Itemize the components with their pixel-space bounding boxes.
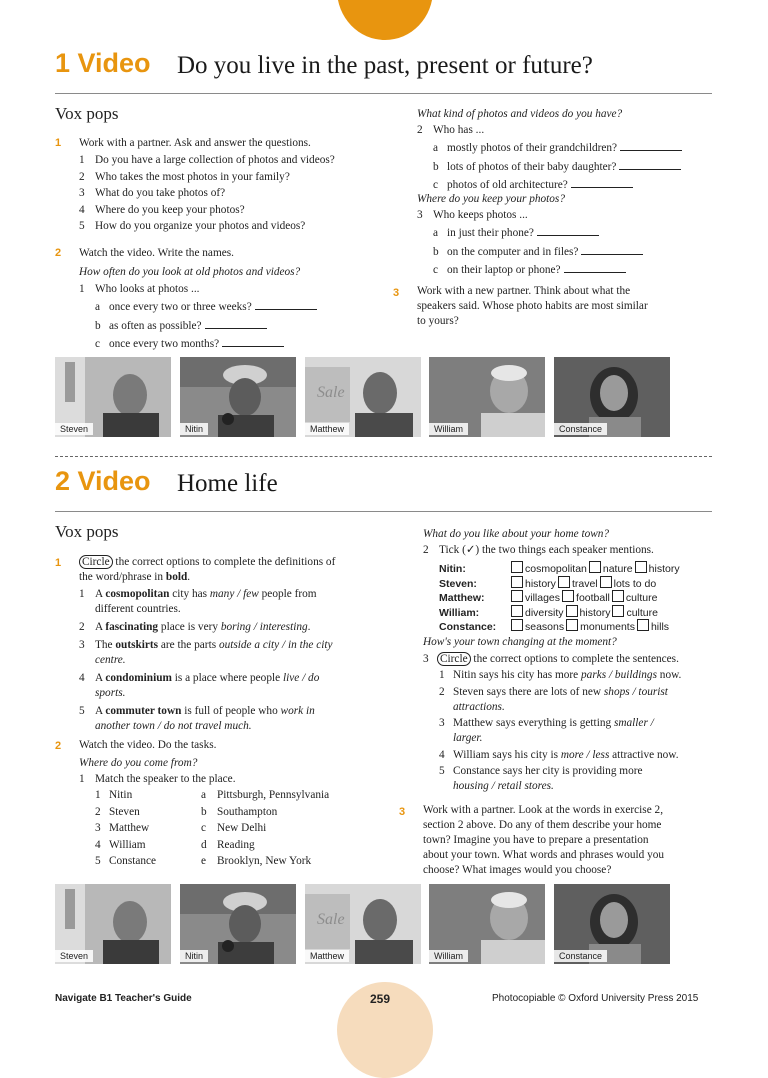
list-item: d Reading bbox=[201, 838, 255, 851]
answer-blank[interactable] bbox=[564, 261, 626, 273]
speaker-photo bbox=[55, 357, 171, 437]
list-item-cont: different countries. bbox=[95, 603, 181, 615]
footer-copyright: Photocopiable © Oxford University Press 2015 bbox=[492, 993, 699, 1004]
list-item: 2 A fascinating place is very boring / interesting. bbox=[79, 621, 311, 633]
answer-blank[interactable] bbox=[619, 158, 681, 170]
text-line: Work with a new partner. Think about what the bbox=[417, 285, 631, 297]
answer-blank[interactable] bbox=[537, 224, 599, 236]
section-2-subhead: Vox pops bbox=[55, 522, 119, 541]
list-item: b as often as possible? bbox=[95, 317, 317, 334]
s2-ex2-q2-stem: 2 Tick (✓) the two things each speaker mentions. bbox=[423, 544, 654, 556]
photo-caption: Matthew bbox=[305, 950, 349, 962]
checkbox[interactable] bbox=[562, 590, 574, 602]
tick-row: Matthew: villages football culture bbox=[439, 592, 658, 605]
list-item-cont: larger. bbox=[453, 732, 483, 744]
list-item: 1 Nitin says his city has more parks / buildings now. bbox=[439, 669, 682, 681]
list-item: 4 Where do you keep your photos? bbox=[79, 203, 245, 216]
s1-ex2-q2-items bbox=[433, 139, 682, 193]
list-item: 4 A condominium is a place where people live / do bbox=[79, 672, 320, 684]
speaker-photo bbox=[429, 357, 545, 437]
s1-ex2-instruction: Watch the video. Write the names. bbox=[79, 247, 234, 259]
list-item: 1 A cosmopolitan city has many / few people from bbox=[79, 588, 317, 600]
speaker-photo bbox=[180, 357, 296, 437]
answer-blank[interactable] bbox=[581, 243, 643, 255]
list-item: 5 Constance bbox=[95, 855, 157, 867]
checkbox[interactable] bbox=[589, 561, 601, 573]
answer-blank[interactable] bbox=[255, 298, 317, 310]
text-line: Work with a partner. Look at the words in exercise 2, bbox=[423, 804, 664, 816]
list-item: 2 Steven says there are lots of new shops / tourist bbox=[439, 685, 668, 698]
list-item: 2 Who takes the most photos in your family? bbox=[79, 170, 290, 183]
svg-text:Sale: Sale bbox=[317, 384, 345, 401]
s2-ex2-q1-stem: 1 Match the speaker to the place. bbox=[79, 773, 236, 785]
s2-ex1-items bbox=[79, 587, 333, 734]
list-item: 1 Do you have a large collection of photos and videos? bbox=[79, 154, 335, 166]
checkbox[interactable] bbox=[566, 605, 578, 617]
section-2-title: Home life bbox=[177, 470, 278, 497]
section-1-rule bbox=[55, 93, 712, 94]
section-2-rule bbox=[55, 511, 712, 512]
checkbox[interactable] bbox=[511, 576, 523, 588]
speaker-photo bbox=[180, 884, 296, 964]
section-1-number: 1 Video bbox=[55, 48, 151, 78]
speaker-photo bbox=[554, 884, 670, 964]
speaker-photo bbox=[305, 357, 421, 437]
text-line: to yours? bbox=[417, 315, 459, 327]
list-item: b on the computer and in files? bbox=[433, 243, 643, 260]
s1-ex2-q3-items bbox=[433, 224, 643, 278]
s1-ex2-q2-stem: 2 Who has ... bbox=[417, 124, 485, 136]
list-item: 3 The outskirts are the parts outside a city / in the city bbox=[79, 639, 333, 651]
photo-caption: Steven bbox=[55, 423, 93, 435]
s1-ex3-text bbox=[417, 284, 648, 329]
tick-row: William: diversity history culture bbox=[439, 606, 658, 619]
photo-caption: William bbox=[429, 950, 468, 962]
s2-ex1-instruction-line2: the word/phrase in bold. bbox=[79, 571, 191, 583]
list-item-cont: another town / do not travel much. bbox=[95, 720, 252, 732]
text-line: section 2 above. Do any of them describe your home bbox=[423, 819, 662, 831]
checkbox[interactable] bbox=[511, 590, 523, 602]
list-item: a once every two or three weeks? bbox=[95, 298, 317, 315]
list-item-cont: sports. bbox=[95, 687, 126, 699]
checkbox[interactable] bbox=[511, 619, 523, 631]
s2-ex3-number: 3 bbox=[399, 806, 406, 818]
s2-ex2-instruction: Watch the video. Do the tasks. bbox=[79, 739, 217, 751]
s2-ex2-q3-items bbox=[439, 668, 681, 794]
s2-ex2-q1-heading: Where do you come from? bbox=[79, 757, 198, 769]
s1-ex2-q2-heading: What kind of photos and videos do you have? bbox=[417, 108, 623, 120]
checkbox[interactable] bbox=[558, 576, 570, 588]
tick-row: Steven: history travel lots to do bbox=[439, 577, 657, 590]
list-item: c on their laptop or phone? bbox=[433, 261, 643, 278]
text-line: choose? What images would you choose? bbox=[423, 864, 612, 876]
photo-caption: William bbox=[429, 423, 468, 435]
list-item: 2 Steven bbox=[95, 805, 140, 818]
answer-blank[interactable] bbox=[571, 176, 633, 188]
checkbox[interactable] bbox=[511, 561, 523, 573]
photo-caption: Nitin bbox=[180, 950, 208, 962]
list-item-cont: centre. bbox=[95, 654, 126, 666]
speaker-list bbox=[95, 788, 156, 869]
tick-row: Nitin: cosmopolitan nature history bbox=[439, 563, 680, 575]
checkbox[interactable] bbox=[637, 619, 649, 631]
list-item: 3 What do you take photos of? bbox=[79, 187, 226, 199]
s2-ex1-instruction: Circle the correct options to complete the definitions of bbox=[79, 555, 335, 570]
s1-ex2-q1-items bbox=[95, 298, 317, 352]
list-item: a in just their phone? bbox=[433, 224, 643, 241]
list-item: 1 Nitin bbox=[95, 789, 133, 801]
text-line: about your town. What words and phrases would you bbox=[423, 849, 665, 861]
s1-ex3-number: 3 bbox=[393, 287, 400, 299]
s2-ex2-q3-stem: 3 Circle the correct options to complete the sentences. bbox=[423, 653, 679, 665]
tick-table bbox=[439, 559, 680, 632]
list-item: 3 Matthew bbox=[95, 822, 150, 834]
s1-ex1-list bbox=[79, 153, 335, 234]
section-divider bbox=[55, 456, 712, 457]
answer-blank[interactable] bbox=[205, 317, 267, 329]
list-item: 3 Matthew says everything is getting smaller / bbox=[439, 717, 654, 729]
s2-ex2-q3-heading: How's your town changing at the moment? bbox=[423, 636, 617, 648]
header-circle bbox=[337, 0, 433, 40]
section-1-title: Do you live in the past, present or future? bbox=[177, 52, 593, 79]
list-item: 4 William bbox=[95, 838, 146, 851]
s2-ex3-text bbox=[423, 803, 664, 878]
checkbox[interactable] bbox=[600, 576, 612, 588]
section-2-number: 2 Video bbox=[55, 466, 151, 496]
place-list bbox=[201, 788, 329, 869]
section-1-subhead: Vox pops bbox=[55, 104, 119, 123]
answer-blank[interactable] bbox=[620, 139, 682, 151]
photo-caption: Constance bbox=[554, 423, 607, 435]
svg-text:Sale: Sale bbox=[317, 911, 345, 928]
speaker-photo bbox=[55, 884, 171, 964]
speaker-photo bbox=[554, 357, 670, 437]
list-item: c photos of old architecture? bbox=[433, 176, 682, 193]
list-item-cont: housing / retail stores. bbox=[453, 780, 554, 792]
checkbox[interactable] bbox=[635, 561, 647, 573]
speaker-photo bbox=[305, 884, 421, 964]
speaker-photo bbox=[429, 884, 545, 964]
answer-blank[interactable] bbox=[222, 335, 284, 347]
list-item: a mostly photos of their grandchildren? bbox=[433, 139, 682, 156]
list-item: a Pittsburgh, Pennsylvania bbox=[201, 789, 330, 801]
list-item: 5 Constance says her city is providing more bbox=[439, 765, 643, 777]
checkbox[interactable] bbox=[511, 605, 523, 617]
s1-ex2-q3-heading: Where do you keep your photos? bbox=[417, 193, 565, 205]
list-item: 5 A commuter town is full of people who work in bbox=[79, 705, 315, 717]
list-item: c New Delhi bbox=[201, 822, 267, 834]
list-item-cont: attractions. bbox=[453, 700, 505, 713]
page-number: 259 bbox=[370, 992, 391, 1006]
photo-caption: Nitin bbox=[180, 423, 208, 435]
list-item: b Southampton bbox=[201, 805, 278, 818]
checkbox[interactable] bbox=[566, 619, 578, 631]
list-item: 5 How do you organize your photos and videos? bbox=[79, 220, 306, 232]
footer-book-title: Navigate B1 Teacher's Guide bbox=[55, 993, 192, 1004]
s2-ex2-number: 2 bbox=[55, 740, 62, 752]
photo-caption: Constance bbox=[554, 950, 607, 962]
s2-ex2-q2-heading: What do you like about your home town? bbox=[423, 528, 610, 540]
list-item: e Brooklyn, New York bbox=[201, 855, 312, 867]
photo-caption: Steven bbox=[55, 950, 93, 962]
s1-ex1-instruction: Work with a partner. Ask and answer the questions. bbox=[79, 137, 311, 149]
list-item: c once every two months? bbox=[95, 335, 317, 352]
s2-ex1-number: 1 bbox=[55, 557, 62, 569]
tick-row: Constance: seasons monuments hills bbox=[439, 621, 670, 634]
s1-ex2-q1-heading: How often do you look at old photos and videos? bbox=[79, 266, 301, 278]
s1-ex2-q1-stem: 1 Who looks at photos ... bbox=[79, 283, 200, 295]
s1-ex1-number: 1 bbox=[55, 137, 62, 149]
s1-ex2-number: 2 bbox=[55, 247, 62, 259]
list-item: b lots of photos of their baby daughter? bbox=[433, 158, 682, 175]
photo-caption: Matthew bbox=[305, 423, 349, 435]
text-line: speakers said. Whose photo habits are most similar bbox=[417, 300, 648, 312]
s1-ex2-q3-stem: 3 Who keeps photos ... bbox=[417, 209, 528, 221]
list-item: 4 William says his city is more / less attractive now. bbox=[439, 748, 679, 761]
checkbox[interactable] bbox=[612, 590, 624, 602]
checkbox[interactable] bbox=[612, 605, 624, 617]
text-line: town? Imagine you have to prepare a presentation bbox=[423, 834, 649, 846]
